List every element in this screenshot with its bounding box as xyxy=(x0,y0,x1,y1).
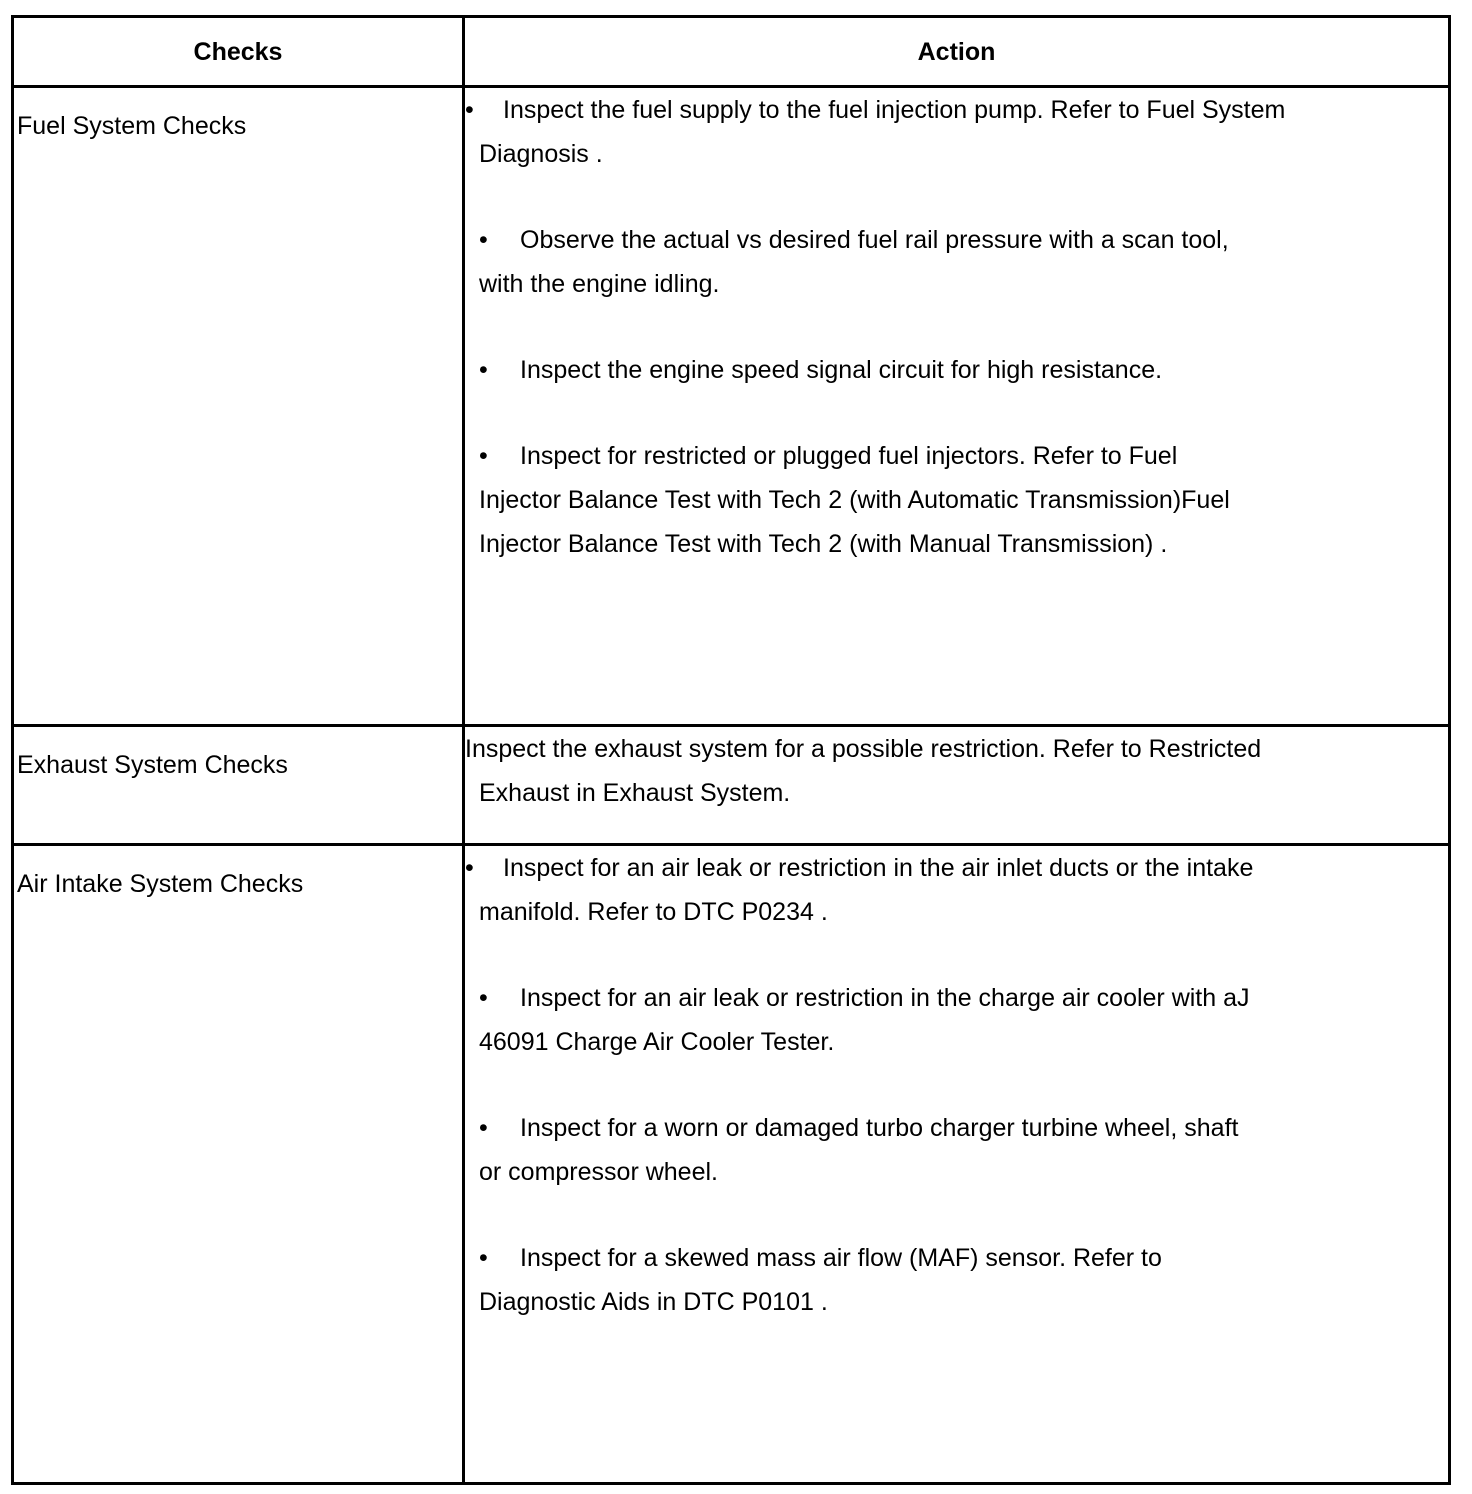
check-label-fuel-system: Fuel System Checks xyxy=(17,112,247,140)
table-row-fuel-system xyxy=(13,87,1450,726)
action-line: Observe the actual vs desired fuel rail pressure with a scan tool, xyxy=(520,226,1229,254)
bullet-icon: • xyxy=(465,854,474,882)
table-header-row xyxy=(13,17,1450,87)
table-row-exhaust-system xyxy=(13,726,1450,845)
action-line: Diagnosis . xyxy=(479,140,603,168)
check-cell xyxy=(13,726,464,845)
checks-action-table xyxy=(11,15,1451,1485)
bullet-icon: • xyxy=(479,226,488,254)
action-item xyxy=(465,348,1448,392)
action-item xyxy=(465,1236,1448,1324)
bullet-icon: • xyxy=(479,1244,488,1272)
bullet-icon: • xyxy=(465,96,474,124)
action-line: Inspect for restricted or plugged fuel injectors. Refer to Fuel xyxy=(520,442,1178,470)
bullet-icon: • xyxy=(479,984,488,1012)
check-label-exhaust-system: Exhaust System Checks xyxy=(17,751,288,779)
action-line: Inspect for an air leak or restriction in the air inlet ducts or the intake xyxy=(503,854,1254,882)
action-item xyxy=(465,88,1448,176)
action-line: Inspect for a worn or damaged turbo charger turbine wheel, shaft xyxy=(520,1114,1239,1142)
action-cell-exhaust-system xyxy=(464,726,1450,845)
check-cell xyxy=(13,87,464,726)
header-checks: Checks xyxy=(13,17,464,87)
action-line: or compressor wheel. xyxy=(479,1158,718,1186)
action-line: Inspect for a skewed mass air flow (MAF) sensor. Refer to xyxy=(520,1244,1162,1272)
action-item xyxy=(465,218,1448,306)
action-item xyxy=(465,434,1448,566)
check-label-air-intake-system: Air Intake System Checks xyxy=(17,870,304,898)
action-item xyxy=(465,1106,1448,1194)
action-line: with the engine idling. xyxy=(479,270,720,298)
bullet-icon: • xyxy=(479,442,488,470)
action-line: 46091 Charge Air Cooler Tester. xyxy=(479,1028,835,1056)
header-action: Action xyxy=(464,17,1450,87)
action-line: Injector Balance Test with Tech 2 (with Automatic Transmission)Fuel xyxy=(479,486,1230,514)
action-line: Exhaust in Exhaust System. xyxy=(479,779,791,807)
action-item xyxy=(465,846,1448,934)
action-line: Diagnostic Aids in DTC P0101 . xyxy=(479,1288,828,1316)
action-line: manifold. Refer to DTC P0234 . xyxy=(479,898,828,926)
action-line: Inspect the exhaust system for a possible restriction. Refer to Restricted xyxy=(465,735,1262,763)
action-cell-fuel-system xyxy=(464,87,1450,726)
action-line: Injector Balance Test with Tech 2 (with Manual Transmission) . xyxy=(479,530,1168,558)
action-line: Inspect for an air leak or restriction in the charge air cooler with aJ xyxy=(520,984,1250,1012)
check-cell xyxy=(13,845,464,1484)
action-line: Inspect the engine speed signal circuit for high resistance. xyxy=(520,356,1163,384)
bullet-icon: • xyxy=(479,1114,488,1142)
table-row-air-intake-system xyxy=(13,845,1450,1484)
bullet-icon: • xyxy=(479,356,488,384)
action-cell-air-intake-system xyxy=(464,845,1450,1484)
action-item xyxy=(465,976,1448,1064)
action-line: Inspect the fuel supply to the fuel injection pump. Refer to Fuel System xyxy=(503,96,1286,124)
